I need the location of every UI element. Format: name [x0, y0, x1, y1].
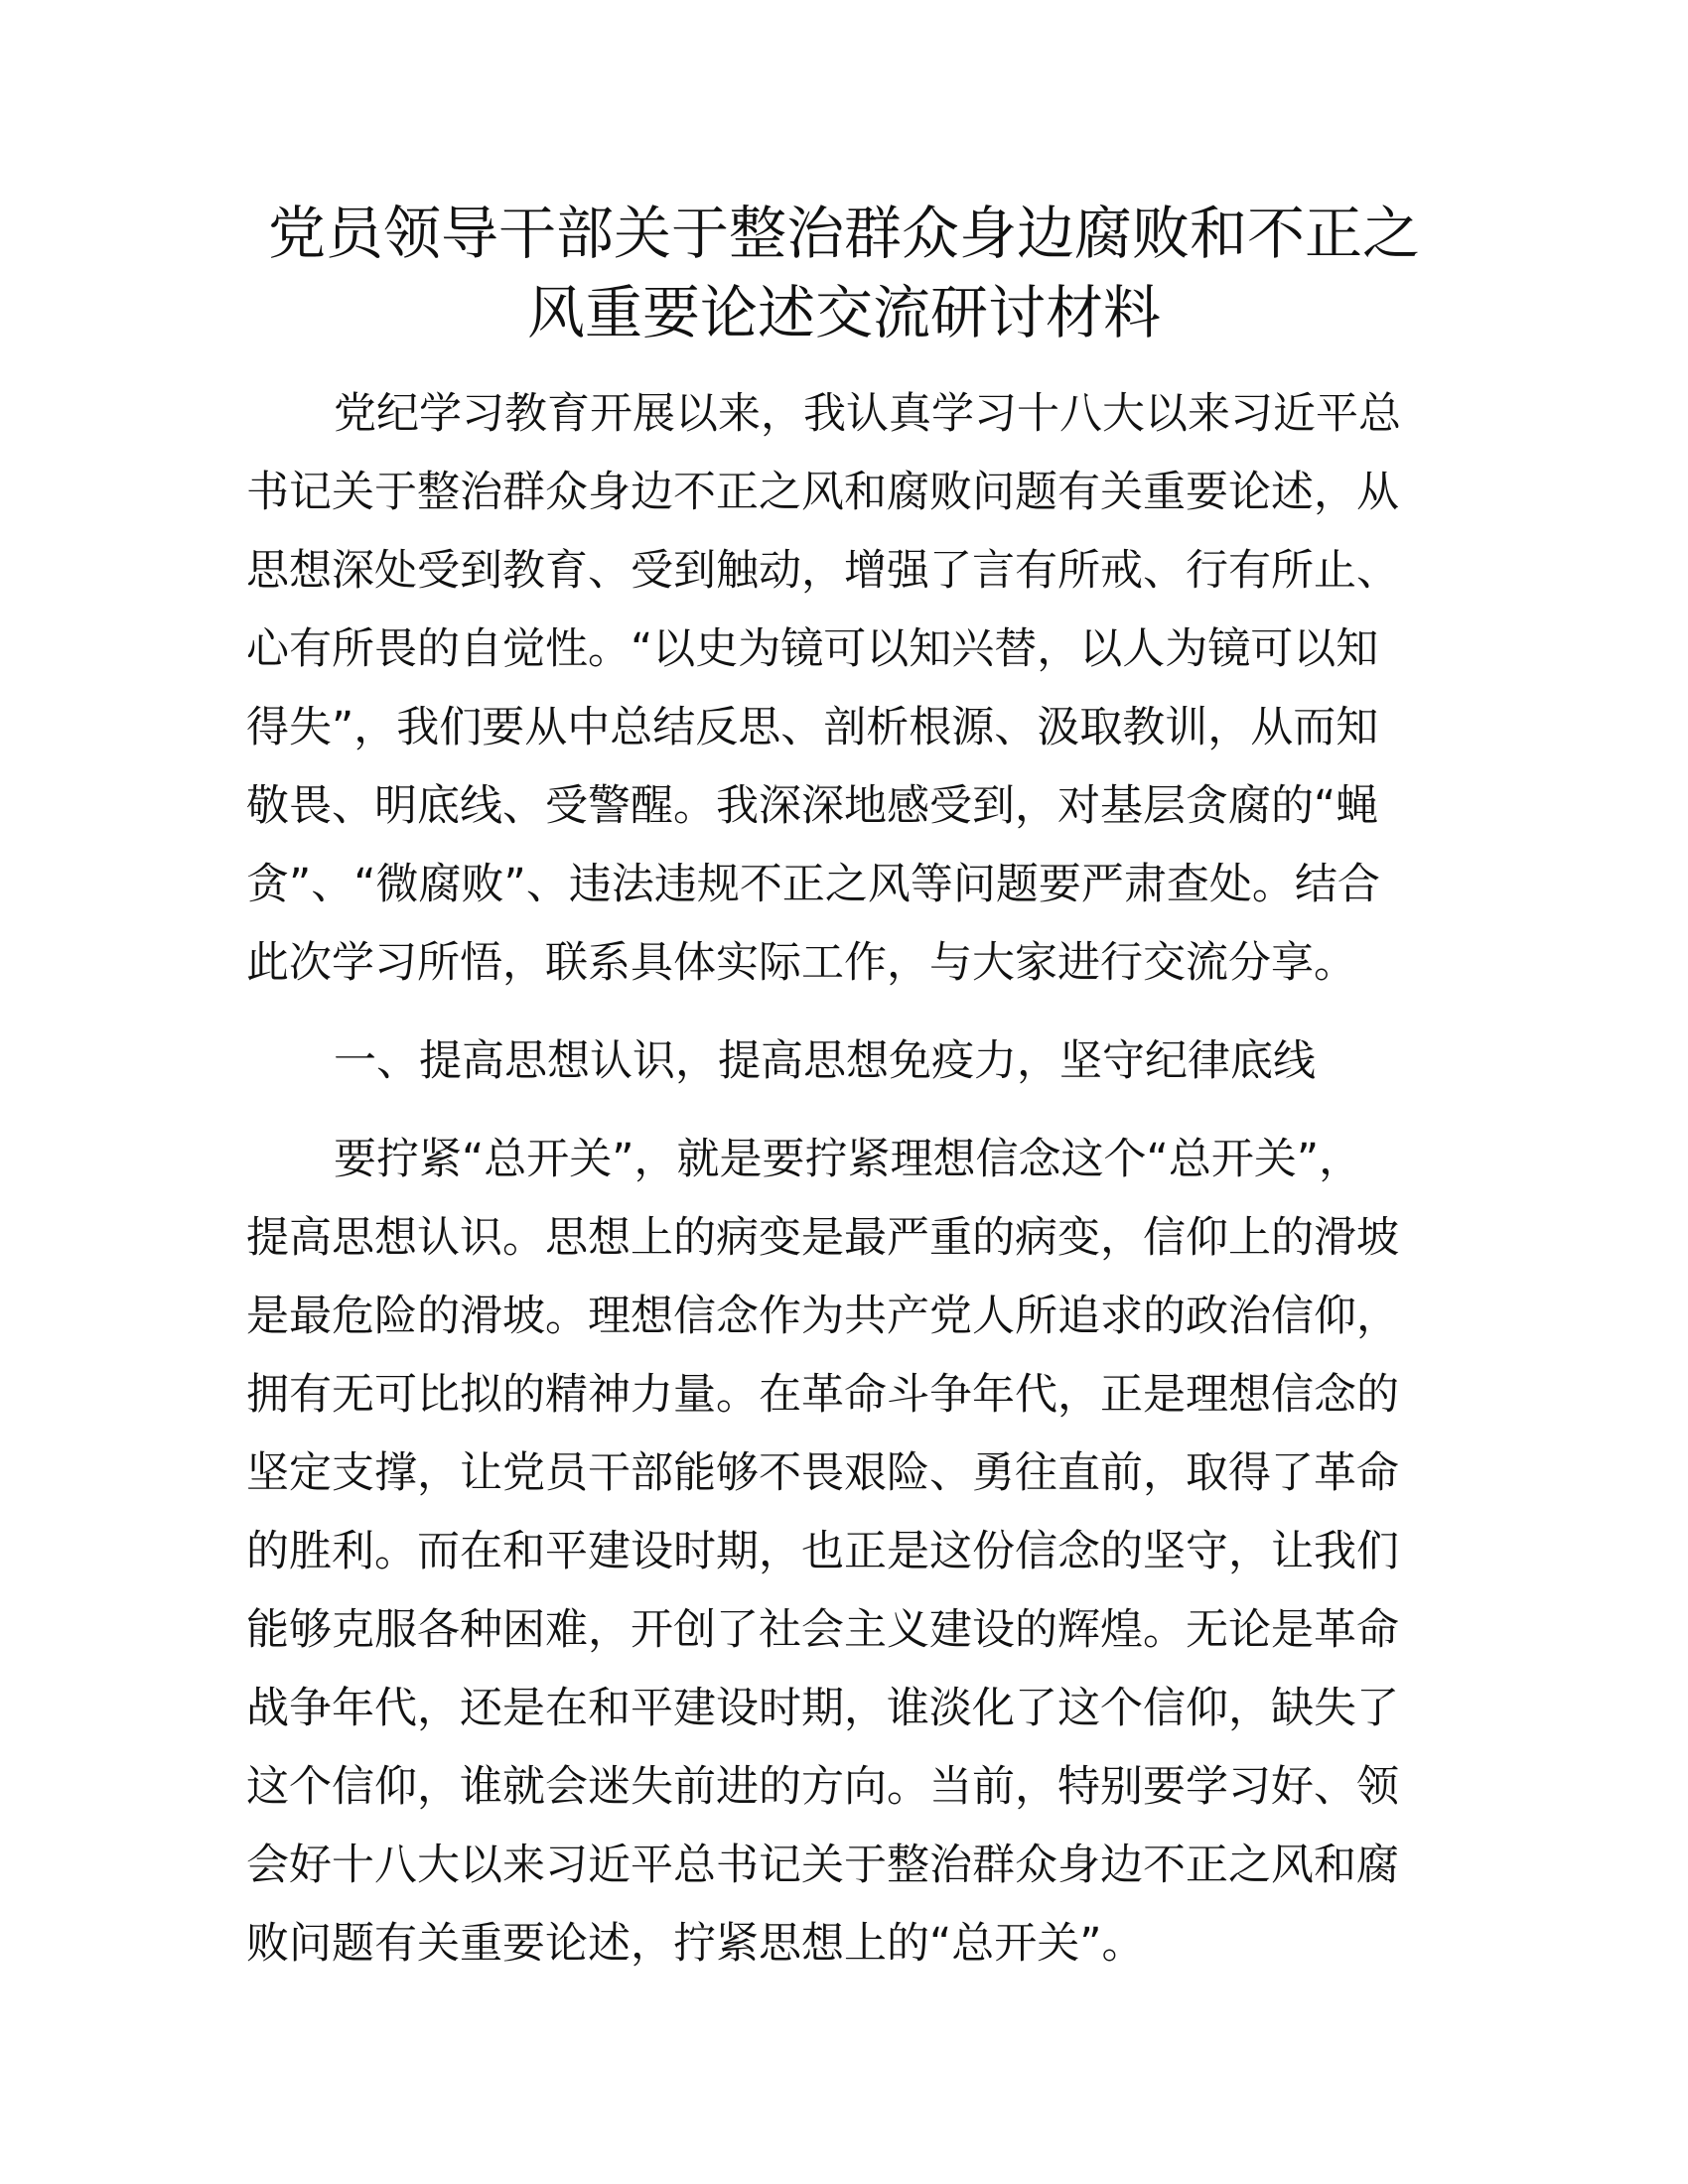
- text-line: 提高思想认识。思想上的病变是最严重的病变，信仰上的滑坡: [246, 1213, 1399, 1263]
- text-line: 敬畏、明底线、受警醒。我深深地感受到，对基层贪腐的“蝇: [246, 781, 1379, 831]
- paragraph-intro: [246, 375, 1446, 1003]
- text-line: 败问题有关重要论述，拧紧思想上的“总开关”。: [246, 1919, 1145, 1969]
- title-line-1: 党员领导干部关于整治群众身边腐败和不正之: [267, 200, 1420, 267]
- title-line-2: 风重要论述交流研讨材料: [526, 279, 1161, 346]
- text-line: 是最危险的滑坡。理想信念作为共产党人所追求的政治信仰，: [246, 1292, 1399, 1341]
- text-line: 要拧紧“总开关”，就是要拧紧理想信念这个“总开关”，: [334, 1135, 1362, 1184]
- text-line: 坚定支撑，让党员干部能够不畏艰险、勇往直前，取得了革命: [246, 1448, 1399, 1498]
- text-line: 书记关于整治群众身边不正之风和腐败问题有关重要论述，从: [246, 468, 1399, 517]
- text-line: 能够克服各种困难，开创了社会主义建设的辉煌。无论是革命: [246, 1605, 1399, 1655]
- text-line: 贪”、“微腐败”、违法违规不正之风等问题要严肃查处。结合: [246, 860, 1380, 909]
- section-heading: 一、提高思想认识，提高思想免疫力，坚守纪律底线: [334, 1036, 1316, 1086]
- document-title: [228, 194, 1460, 352]
- document-body: [246, 375, 1446, 1983]
- text-line: 战争年代，还是在和平建设时期，谁淡化了这个信仰，缺失了: [246, 1684, 1399, 1733]
- text-line: 此次学习所悟，联系具体实际工作，与大家进行交流分享。: [246, 938, 1356, 988]
- text-line: 的胜利。而在和平建设时期，也正是这份信念的坚守，让我们: [246, 1527, 1399, 1576]
- text-line: 拥有无可比拟的精神力量。在革命斗争年代，正是理想信念的: [246, 1370, 1399, 1420]
- text-line: 得失”，我们要从中总结反思、剖析根源、汲取教训，从而知: [246, 703, 1379, 752]
- text-line: 党纪学习教育开展以来，我认真学习十八大以来习近平总: [334, 389, 1401, 439]
- text-line: 这个信仰，谁就会迷失前进的方向。当前，特别要学习好、领: [246, 1762, 1399, 1812]
- text-line: 会好十八大以来习近平总书记关于整治群众身边不正之风和腐: [246, 1841, 1399, 1890]
- text-line: 思想深处受到教育、受到触动，增强了言有所戒、行有所止、: [246, 546, 1399, 596]
- text-line: 心有所畏的自觉性。“以史为镜可以知兴替，以人为镜可以知: [246, 624, 1379, 674]
- paragraph-section-1: [246, 1121, 1446, 1983]
